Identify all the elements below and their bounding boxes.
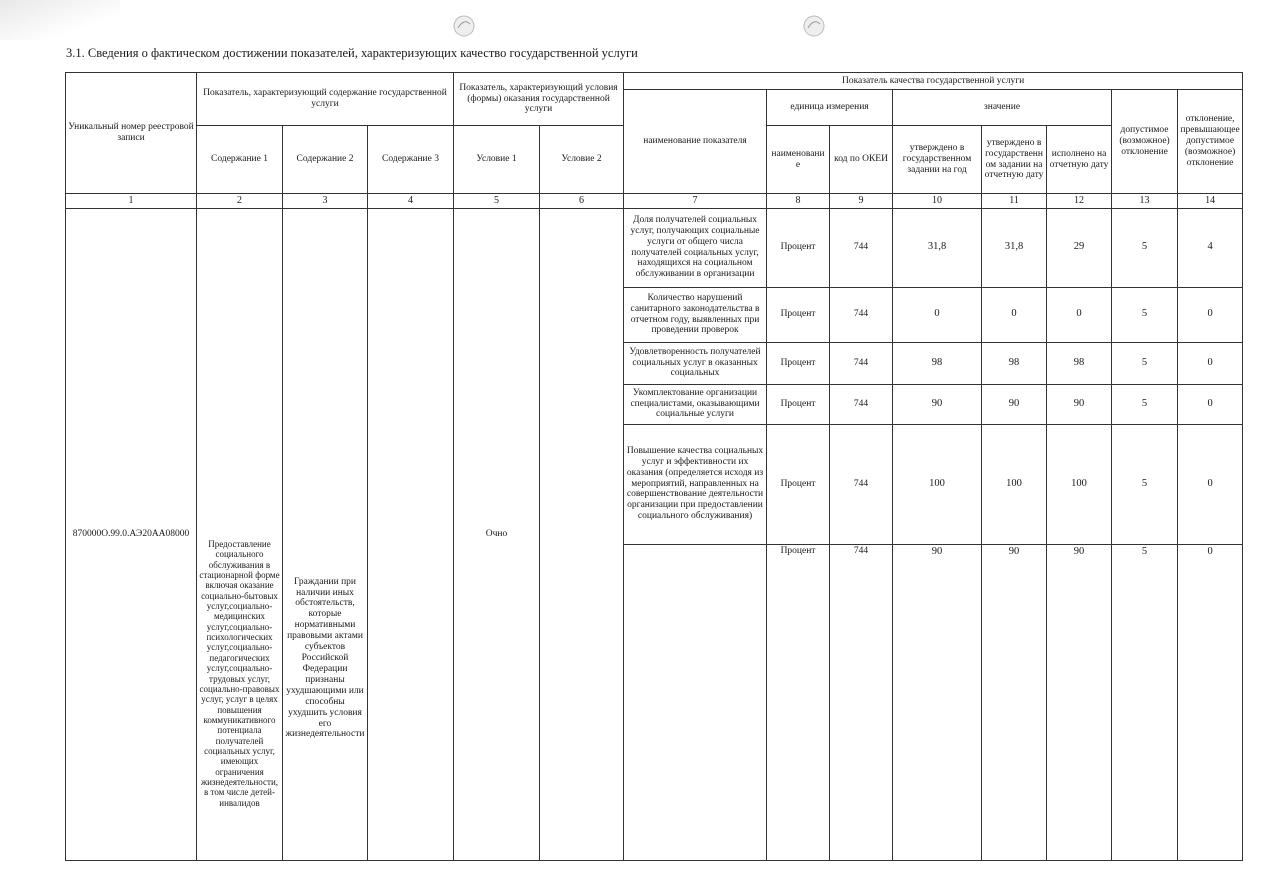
allowed-value: 5: [1112, 384, 1178, 424]
unit-name: Процент: [767, 544, 830, 860]
quality-indicators-table: [65, 72, 1243, 861]
header-content1: Содержание 1: [197, 126, 283, 194]
col-number: 5: [454, 194, 540, 209]
col-number: 7: [624, 194, 767, 209]
indicator-name: Повышение качества социальных услуг и эффективности их оказания (определяется исходя из мероприятий, направленных на совершенствование деятельности организации при предоставлении социального обслуживания): [624, 424, 767, 544]
registry-number: 870000О.99.0.АЭ20АА08000: [66, 208, 197, 860]
okei-code: 744: [830, 342, 893, 384]
approved-year-value: 90: [893, 544, 982, 860]
header-unit: единица измерения: [767, 90, 893, 126]
approved-year-value: 31,8: [893, 208, 982, 287]
header-value: значение: [893, 90, 1112, 126]
col-number: 2: [197, 194, 283, 209]
indicator-name: Доля получателей социальных услуг, получающих социальные услуги от общего числа получателей социальных услуг, находящихся на социальном обслуживании в организации: [624, 208, 767, 287]
section-title: 3.1. Сведения о фактическом достижении показателей, характеризующих качество государственной услуги: [66, 46, 638, 60]
approved-date-value: 90: [982, 544, 1047, 860]
header-exceeding: отклонение, превышающее допустимое (возможное) отклонение: [1178, 90, 1243, 194]
indicator-name: Укомплектование организации специалистами, оказывающими социальные услуги: [624, 384, 767, 424]
header-executed: исполнено на отчетную дату: [1047, 126, 1112, 194]
exceeding-value: 0: [1178, 287, 1243, 342]
col-number: 9: [830, 194, 893, 209]
okei-code: 744: [830, 544, 893, 860]
executed-value: 0: [1047, 287, 1112, 342]
executed-value: 29: [1047, 208, 1112, 287]
indicator-name: Количество нарушений санитарного законодательства в отчетном году, выявленных при проведении проверок: [624, 287, 767, 342]
indicator-name: Удовлетворенность получателей социальных услуг в оказанных социальных: [624, 342, 767, 384]
scan-shadow: [0, 0, 120, 40]
col-number: 8: [767, 194, 830, 209]
allowed-value: 5: [1112, 287, 1178, 342]
content3-cell: [368, 208, 454, 860]
col-number: 12: [1047, 194, 1112, 209]
allowed-value: 5: [1112, 342, 1178, 384]
col-number: 10: [893, 194, 982, 209]
col-number: 11: [982, 194, 1047, 209]
header-content-group: Показатель, характеризующий содержание государственной услуги: [197, 73, 454, 126]
executed-value: 90: [1047, 384, 1112, 424]
okei-code: 744: [830, 208, 893, 287]
content1-cell: Предоставление социального обслуживания в стационарной форме включая оказание социально-бытовых услуг,социально-медицинских услуг,социально-психологических услуг,социально-педагогических услуг,социально-трудовых услуг, социально-правовых услуг, услуг в целях повышения коммуникативного потенциала получателей социальных услуг, имеющих ограничения жизнедеятельности, в том числе детей-инвалидов: [197, 208, 283, 860]
approved-date-value: 100: [982, 424, 1047, 544]
header-quality-group: Показатель качества государственной услуги: [624, 73, 1243, 90]
header-approved-year: утверждено в государственном задании на год: [893, 126, 982, 194]
exceeding-value: 0: [1178, 544, 1243, 860]
indicator-name: [624, 544, 767, 860]
col-number: 3: [283, 194, 368, 209]
executed-value: 98: [1047, 342, 1112, 384]
col-number: 13: [1112, 194, 1178, 209]
header-indicator-name: наименование показателя: [624, 90, 767, 194]
executed-value: 90: [1047, 544, 1112, 860]
header-registry: Уникальный номер реестровой записи: [66, 73, 197, 194]
header-content2: Содержание 2: [283, 126, 368, 194]
okei-code: 744: [830, 287, 893, 342]
header-unit-name: наименовани е: [767, 126, 830, 194]
unit-name: Процент: [767, 208, 830, 287]
approved-year-value: 90: [893, 384, 982, 424]
approved-date-value: 90: [982, 384, 1047, 424]
allowed-value: 5: [1112, 208, 1178, 287]
cond1-cell: Очно: [454, 208, 540, 860]
approved-year-value: 98: [893, 342, 982, 384]
header-okei: код по ОКЕИ: [830, 126, 893, 194]
exceeding-value: 0: [1178, 342, 1243, 384]
col-number: 14: [1178, 194, 1243, 209]
cond2-cell: [540, 208, 624, 860]
header-cond1: Условие 1: [454, 126, 540, 194]
punch-hole-icon: [802, 14, 826, 38]
header-content3: Содержание 3: [368, 126, 454, 194]
content2-cell: Граждании при наличии иных обстоятельств, которые нормативными правовыми актами субъектов Российской Федерации признаны ухудшающими или способны ухудшить условия его жизнедеятельности: [283, 208, 368, 860]
table-row: [66, 208, 1243, 287]
approved-date-value: 98: [982, 342, 1047, 384]
header-approved-date: утверждено в государственн ом задании на отчетную дату: [982, 126, 1047, 194]
header-condition-group: Показатель, характеризующий условия (формы) оказания государственной услуги: [454, 73, 624, 126]
executed-value: 100: [1047, 424, 1112, 544]
approved-date-value: 0: [982, 287, 1047, 342]
header-allowed: допустимое (возможное) отклонение: [1112, 90, 1178, 194]
exceeding-value: 4: [1178, 208, 1243, 287]
approved-year-value: 100: [893, 424, 982, 544]
header-cond2: Условие 2: [540, 126, 624, 194]
approved-year-value: 0: [893, 287, 982, 342]
unit-name: Процент: [767, 287, 830, 342]
allowed-value: 5: [1112, 424, 1178, 544]
okei-code: 744: [830, 424, 893, 544]
punch-hole-icon: [452, 14, 476, 38]
col-number: 4: [368, 194, 454, 209]
allowed-value: 5: [1112, 544, 1178, 860]
okei-code: 744: [830, 384, 893, 424]
column-numbers-row: [66, 194, 1243, 209]
col-number: 1: [66, 194, 197, 209]
exceeding-value: 0: [1178, 424, 1243, 544]
unit-name: Процент: [767, 424, 830, 544]
unit-name: Процент: [767, 342, 830, 384]
exceeding-value: 0: [1178, 384, 1243, 424]
col-number: 6: [540, 194, 624, 209]
approved-date-value: 31,8: [982, 208, 1047, 287]
unit-name: Процент: [767, 384, 830, 424]
